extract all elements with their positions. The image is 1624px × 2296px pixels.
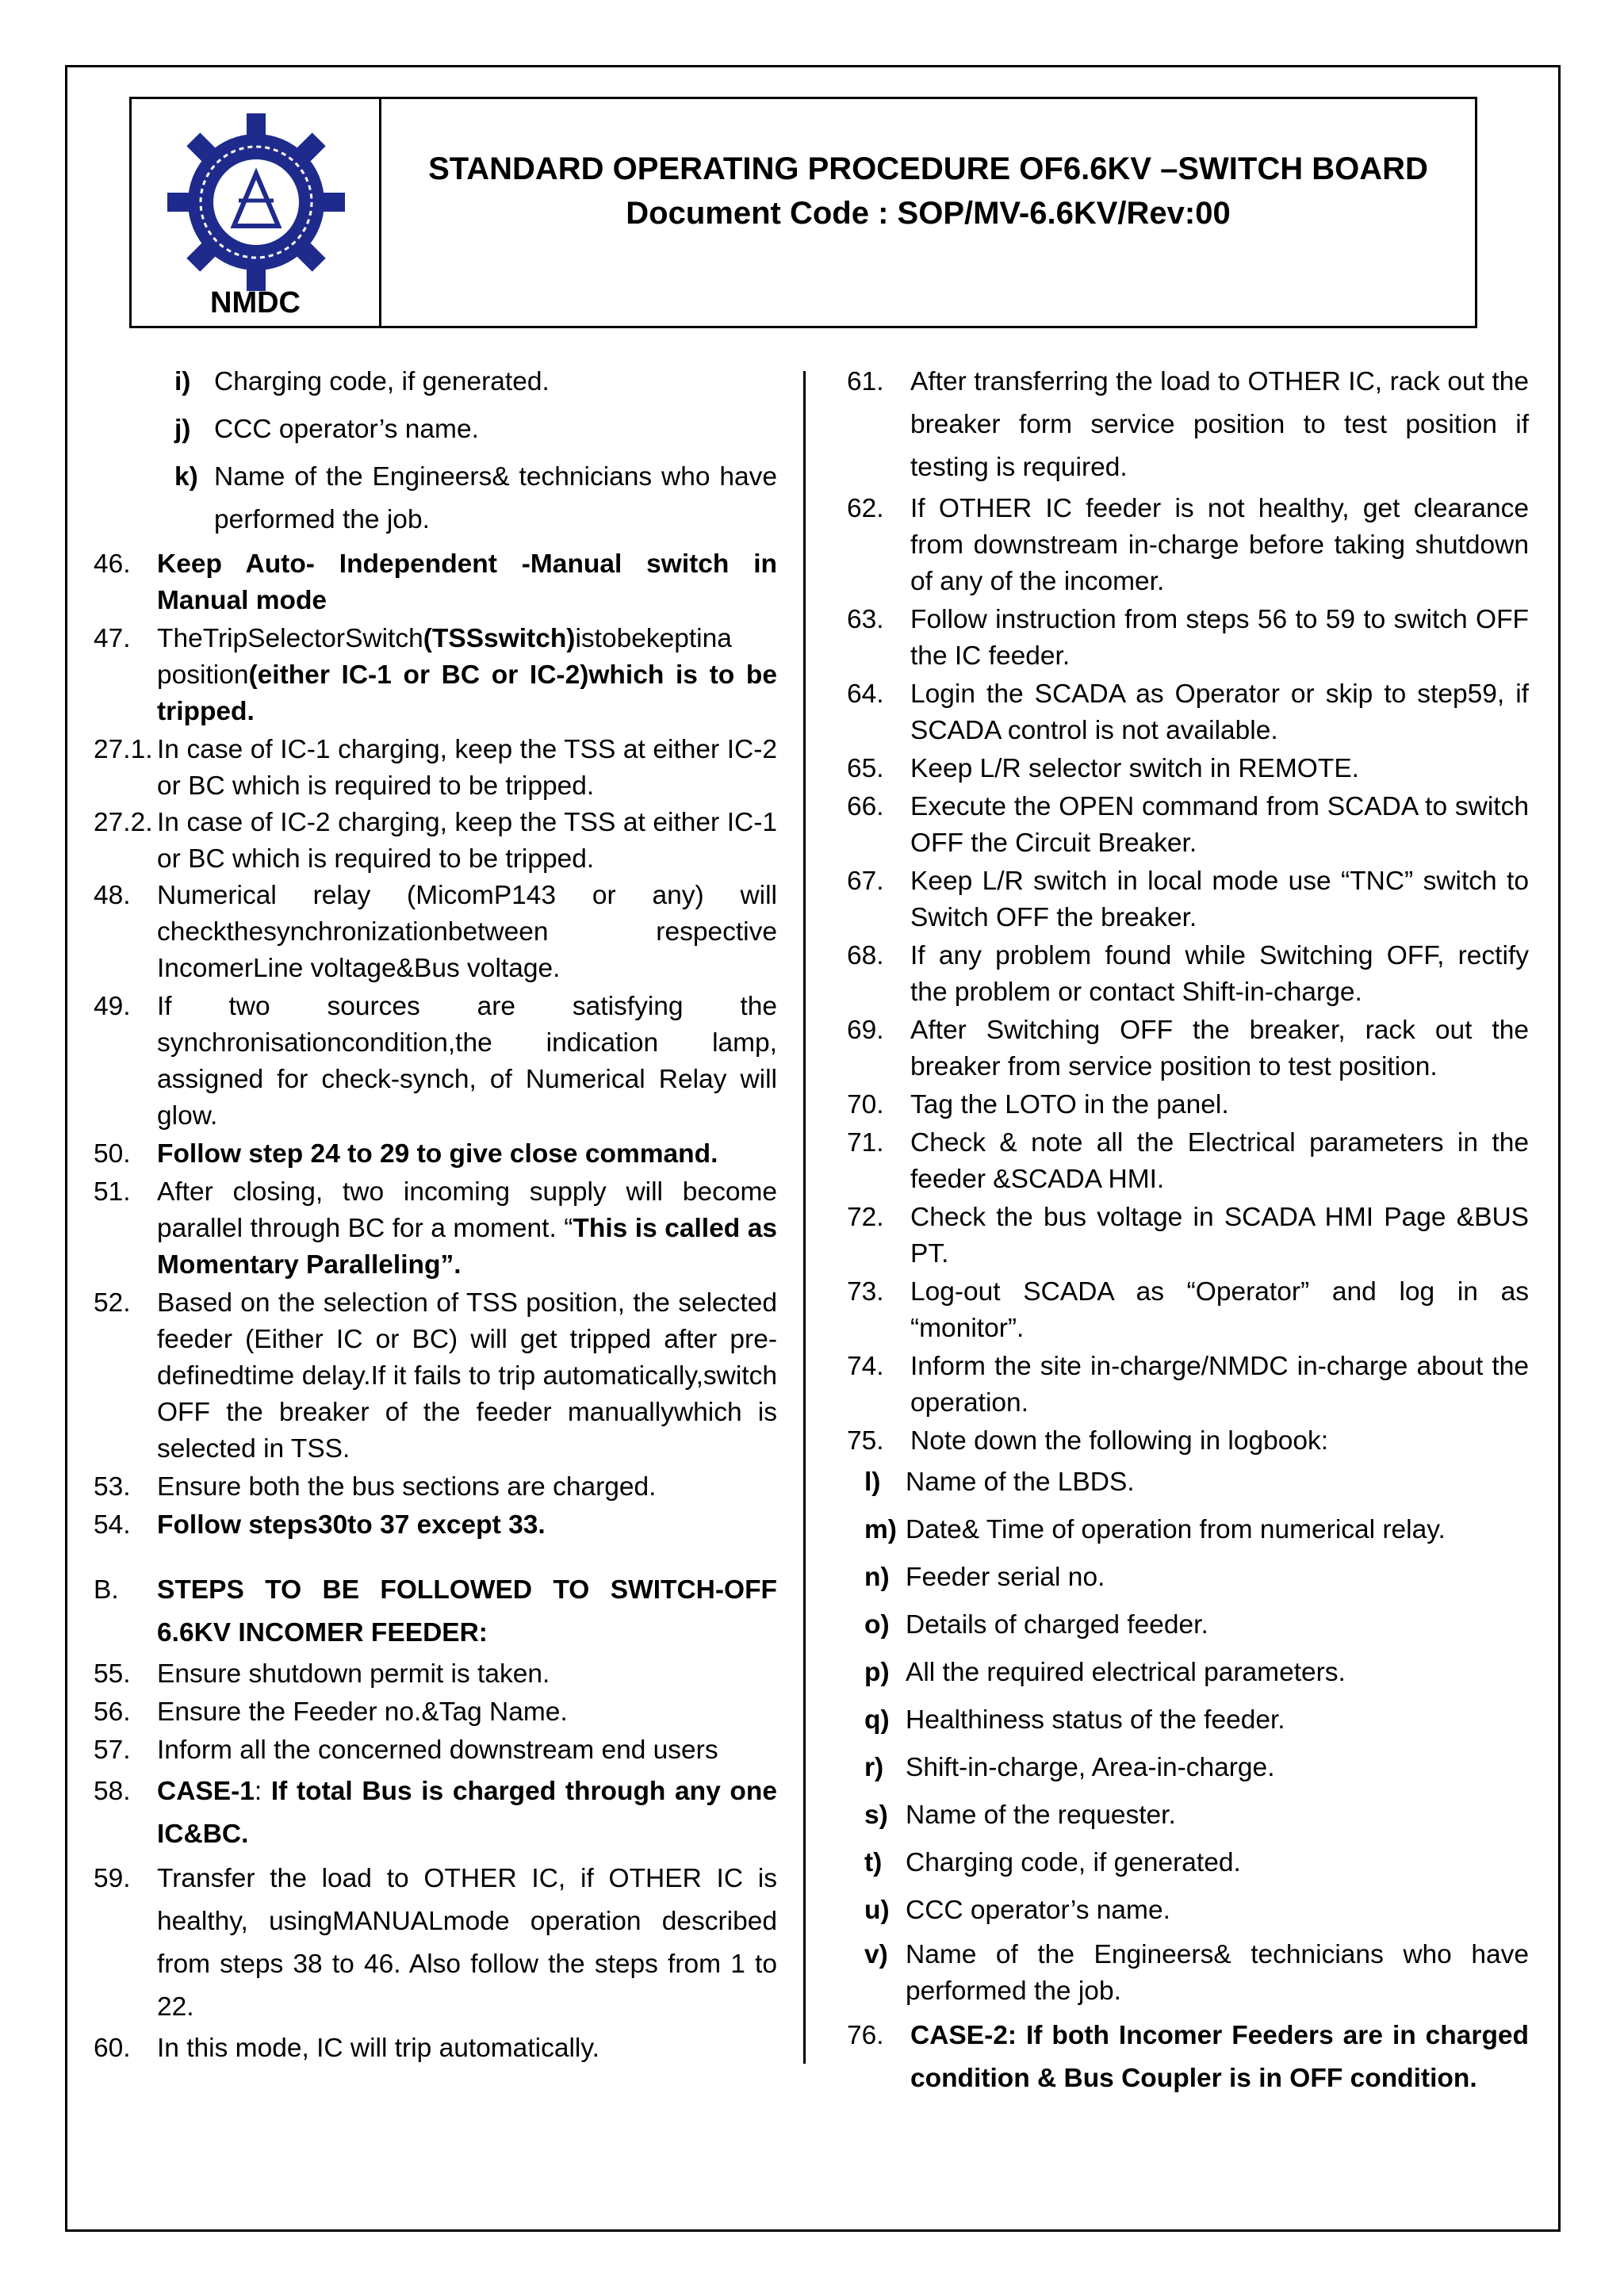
- step-66: 66. Execute the OPEN command from SCADA to switch OFF the Circuit Breaker.: [847, 792, 1529, 858]
- step-65: 65. Keep L/R selector switch in REMOTE.: [847, 754, 1359, 783]
- step-59: 59. Transfer the load to OTHER IC, if OTHER IC is healthy, usingMANUALmode operation described from steps 38 to 46. Also follow the steps from 1 to 22.: [94, 1864, 777, 2022]
- left-column: [94, 361, 777, 2068]
- logo-cell: [132, 99, 381, 326]
- step-51: 51. After closing, two incoming supply will become parallel through BC for a moment. “This is called as Momentary Paralleling”.: [94, 1177, 777, 1280]
- step-76: 76. CASE-2: If both Incomer Feeders are in charged condition & Bus Coupler is in OFF condition.: [847, 2021, 1529, 2093]
- list-item: o) Details of charged feeder.: [864, 1610, 1208, 1640]
- step-61: 61. After transferring the load to OTHER IC, rack out the breaker form service position to test position if testing is required.: [847, 367, 1529, 482]
- column-divider: [803, 371, 806, 2064]
- logo-label: NMDC: [210, 286, 301, 320]
- step-27-2: 27.2. In case of IC-2 charging, keep the TSS at either IC-1 or BC which is required to be tripped.: [94, 808, 777, 874]
- list-item: l) Name of the LBDS.: [864, 1468, 1135, 1497]
- list-item: v) Name of the Engineers& technicians who have performed the job.: [864, 1940, 1529, 2006]
- document-header: [129, 97, 1477, 328]
- document-code: Document Code : SOP/MV-6.6KV/Rev:00: [626, 196, 1231, 231]
- right-column: [847, 361, 1529, 2102]
- list-item: j) CCC operator’s name.: [174, 415, 479, 444]
- step-46: 46. Keep Auto- Independent -Manual switch in Manual mode: [94, 549, 777, 615]
- title-line-1: STANDARD OPERATING PROCEDURE OF6.6KV –SWITCH BOARD: [428, 151, 1428, 186]
- section-b-heading: B. STEPS TO BE FOLLOWED TO SWITCH-OFF 6.6KV INCOMER FEEDER:: [94, 1575, 777, 1647]
- step-58: 58. CASE-1: If total Bus is charged through any one IC&BC.: [94, 1777, 777, 1849]
- step-71: 71. Check & note all the Electrical parameters in the feeder &SCADA HMI.: [847, 1128, 1529, 1194]
- spacer: [94, 1545, 777, 1569]
- list-item: s) Name of the requester.: [864, 1800, 1176, 1830]
- step-49: 49. If two sources are satisfying the synchronisationcondition,the indication lamp, assigned for check-synch, of Numerical Relay will glow.: [94, 992, 777, 1131]
- list-item: q) Healthiness status of the feeder.: [864, 1705, 1285, 1735]
- step-69: 69. After Switching OFF the breaker, rack out the breaker from service position to test position.: [847, 1016, 1529, 1081]
- step-63: 63. Follow instruction from steps 56 to 59 to switch OFF the IC feeder.: [847, 605, 1529, 671]
- step-70: 70. Tag the LOTO in the panel.: [847, 1090, 1229, 1119]
- step-54: 54. Follow steps30to 37 except 33.: [94, 1510, 546, 1540]
- step-75: 75. Note down the following in logbook:: [847, 1426, 1329, 1456]
- step-62: 62. If OTHER IC feeder is not healthy, get clearance from downstream in-charge before taking shutdown of any of the incomer.: [847, 494, 1529, 596]
- step-68: 68. If any problem found while Switching OFF, rectify the problem or contact Shift-in-charge.: [847, 941, 1529, 1007]
- list-item: p) All the required electrical parameters.: [864, 1658, 1346, 1687]
- step-27-1: 27.1. In case of IC-1 charging, keep the TSS at either IC-2 or BC which is required to be tripped.: [94, 735, 777, 801]
- step-72: 72. Check the bus voltage in SCADA HMI Page &BUS PT.: [847, 1203, 1529, 1269]
- step-55: 55. Ensure shutdown permit is taken.: [94, 1659, 550, 1689]
- list-item: n) Feeder serial no.: [864, 1563, 1105, 1592]
- nmdc-logo-icon: [161, 107, 351, 297]
- step-50: 50. Follow step 24 to 29 to give close command.: [94, 1139, 718, 1169]
- list-item: m) Date& Time of operation from numerical relay.: [864, 1515, 1446, 1544]
- step-73: 73. Log-out SCADA as “Operator” and log in as “monitor”.: [847, 1277, 1529, 1343]
- step-57: 57. Inform all the concerned downstream end users: [94, 1735, 718, 1765]
- list-item: r) Shift-in-charge, Area-in-charge.: [864, 1753, 1275, 1782]
- step-64: 64. Login the SCADA as Operator or skip to step59, if SCADA control is not available.: [847, 679, 1529, 745]
- list-item: t) Charging code, if generated.: [864, 1848, 1241, 1877]
- step-48: 48. Numerical relay (MicomP143 or any) will checkthesynchronizationbetween respective IncomerLine voltage&Bus voltage.: [94, 881, 777, 983]
- step-47: 47. TheTripSelectorSwitch(TSSswitch)istobekeptina position(either IC-1 or BC or IC-2)which is to be tripped.: [94, 624, 777, 726]
- step-74: 74. Inform the site in-charge/NMDC in-charge about the operation.: [847, 1352, 1529, 1418]
- step-52: 52. Based on the selection of TSS position, the selected feeder (Either IC or BC) will get tripped after pre-definedtime delay.If it fails to trip automatically,switch OFF the breaker of the feeder manuallywhich is selected in TSS.: [94, 1288, 777, 1464]
- list-item: k) Name of the Engineers& technicians who have performed the job.: [174, 462, 777, 534]
- step-56: 56. Ensure the Feeder no.&Tag Name.: [94, 1697, 568, 1727]
- step-67: 67. Keep L/R switch in local mode use “TNC” switch to Switch OFF the breaker.: [847, 867, 1529, 932]
- document-title: [381, 147, 1475, 235]
- step-53: 53. Ensure both the bus sections are charged.: [94, 1472, 657, 1502]
- list-item: i) Charging code, if generated.: [174, 367, 550, 396]
- step-60: 60. In this mode, IC will trip automatically.: [94, 2034, 599, 2063]
- list-item: u) CCC operator’s name.: [864, 1896, 1170, 1925]
